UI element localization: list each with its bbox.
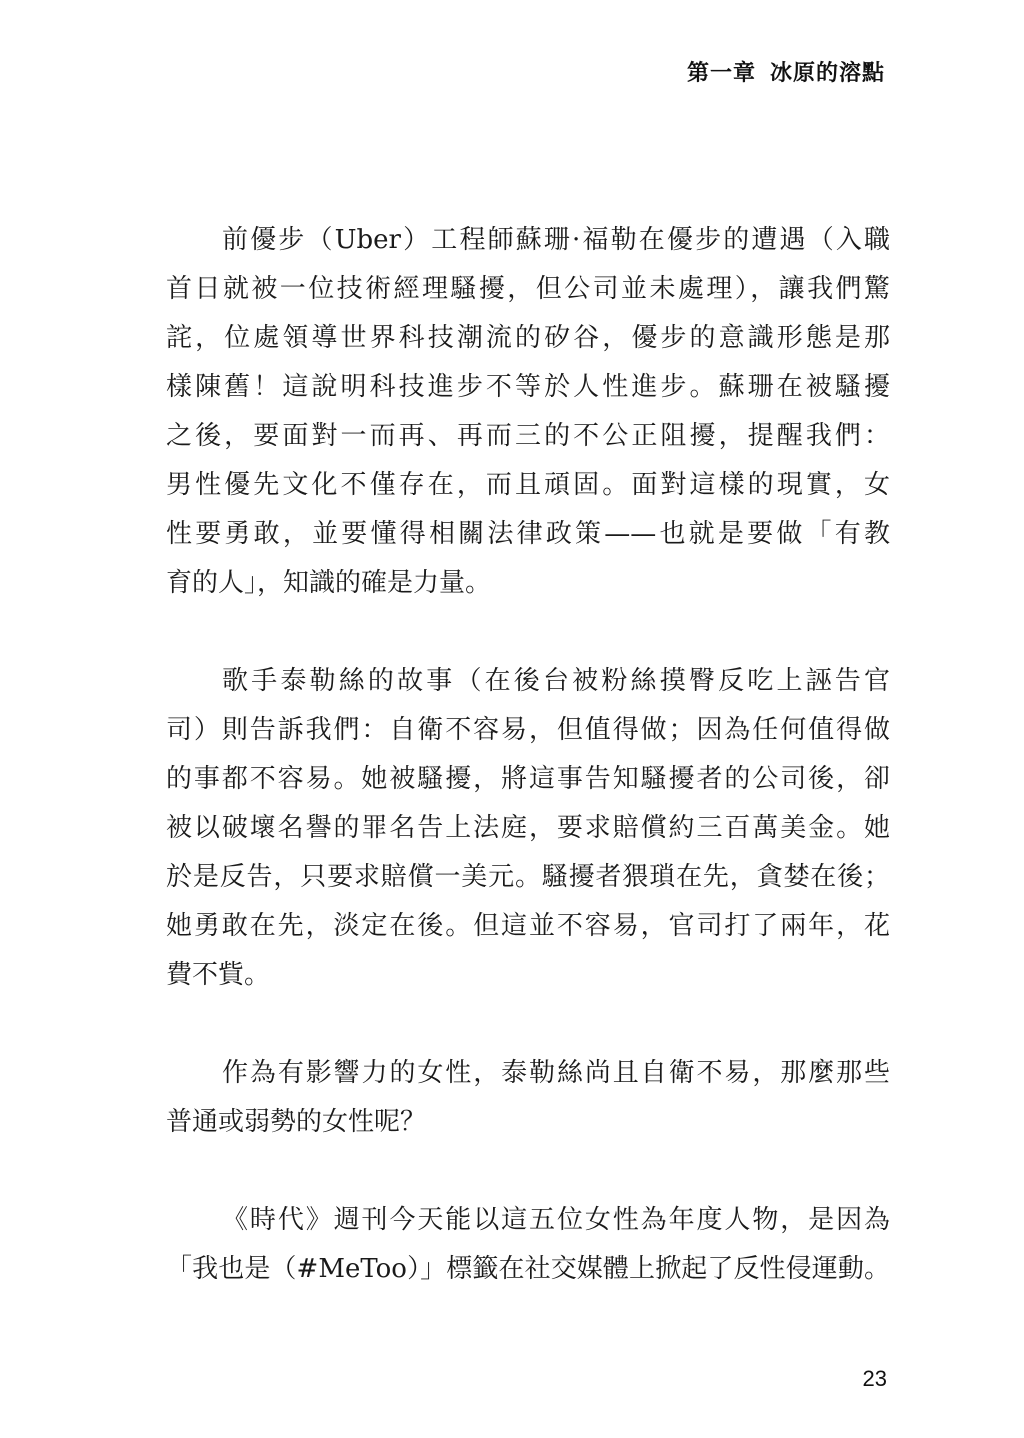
text-line: 作為有影響力的女性，泰勒絲尚且自衛不易，那麼那些 [222,1058,890,1088]
text-line: 之後，要面對一而再、再而三的不公正阻擾，提醒我們： [166,421,890,451]
page-number: 23 [862,1366,887,1391]
paragraph-2 [166,657,890,1000]
body-text [166,216,890,1294]
text-line: 「我也是（#MeToo）」標籤在社交媒體上掀起了反性侵運動。 [166,1254,890,1284]
text-line: 普通或弱勢的女性呢？ [166,1107,427,1137]
paragraph-spacer [166,1000,890,1049]
running-header [687,56,885,87]
chapter-number: 第一章 [686,61,756,86]
text-line: 男性優先文化不僅存在，而且頑固。面對這樣的現實，女 [166,470,890,500]
text-line: 於是反告，只要求賠償一美元。騷擾者猥瑣在先，貪婪在後； [166,862,890,892]
text-line: 《時代》週刊今天能以這五位女性為年度人物，是因為 [222,1205,890,1235]
text-line: 性要勇敢，並要懂得相關法律政策——也就是要做「有教 [166,519,890,549]
text-line: 樣陳舊！這說明科技進步不等於人性進步。蘇珊在被騷擾 [166,372,890,402]
text-line: 前優步（Uber）工程師蘇珊·福勒在優步的遭遇（入職 [222,225,890,255]
text-line: 被以破壞名譽的罪名告上法庭，要求賠償約三百萬美金。她 [166,813,890,843]
text-line: 司）則告訴我們：自衛不容易，但值得做；因為任何值得做 [166,715,890,745]
text-line: 她勇敢在先，淡定在後。但這並不容易，官司打了兩年，花 [166,911,890,941]
chapter-title: 冰原的溶點 [769,61,885,86]
paragraph-1 [166,216,890,608]
text-line: 育的人」，知識的確是力量。 [166,568,492,598]
paragraph-3 [166,1049,890,1147]
text-line: 的事都不容易。她被騷擾，將這事告知騷擾者的公司後，卻 [166,764,890,794]
text-line: 歌手泰勒絲的故事（在後台被粉絲摸臀反吃上誣告官 [222,666,890,696]
text-line: 詫，位處領導世界科技潮流的矽谷，優步的意識形態是那 [166,323,890,353]
paragraph-spacer [166,1147,890,1196]
text-line: 費不貲。 [166,960,271,990]
text-line: 首日就被一位技術經理騷擾，但公司並未處理），讓我們驚 [166,274,890,304]
paragraph-4 [166,1196,890,1294]
paragraph-spacer [166,608,890,657]
